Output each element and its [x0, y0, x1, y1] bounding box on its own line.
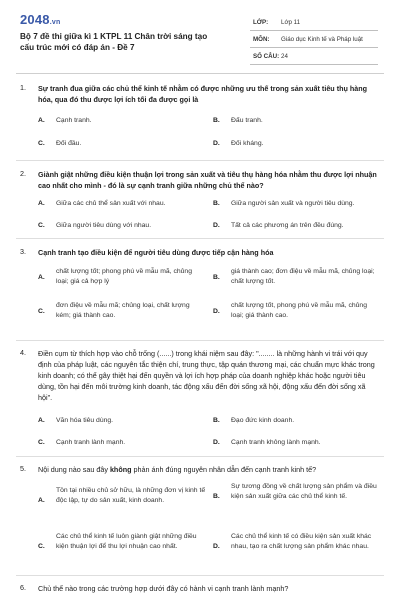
meta-row-subject	[250, 31, 378, 48]
meta-row-grade	[250, 14, 378, 31]
meta-key: SỐ CÂU:	[253, 53, 280, 60]
question-divider	[16, 575, 384, 576]
meta-key: MÔN:	[253, 36, 270, 43]
question-text: Chủ thể nào trong các trường hợp dưới đây có hành vi cạnh tranh lành mạnh?	[38, 584, 289, 593]
emphasis-not: không	[109, 465, 132, 474]
question-text: Nội dung nào sau đây không phản ánh đúng nguyên nhân dẫn đến cạnh tranh kinh tế?	[38, 465, 317, 474]
question-number: 2.	[20, 169, 26, 178]
meta-key: LỚP:	[253, 19, 269, 26]
document-title: Bộ 7 đề thi giữa kì 1 KTPL 11 Chân trời sáng tạo cấu trúc mới có đáp án - Đề 7	[20, 32, 208, 52]
question-number: 6.	[20, 583, 26, 592]
document-header	[0, 0, 400, 68]
question-1: 1. Sự tranh đua giữa các chủ thể kinh tế nhằm có được những ưu thế trong sản xuất tiêu thụ hàng hóa, qua đó thu được lợi ích tối đa được gọi là A. Cạnh tranh. B. Đấu tranh. C. Đối đầu. D. Đối kháng.	[20, 83, 380, 158]
question-text: Sự tranh đua giữa các chủ thể kinh tế nhằm có được những ưu thế trong sản xuất tiêu thụ hàng hóa, qua đó thu được lợi ích tối đa được gọi là	[38, 84, 368, 104]
question-text: Giành giật những điều kiện thuận lợi trong sản xuất và tiêu thụ hàng hóa nhằm thu được lợi nhuận cao nhất cho mình - đó là sự cạnh tranh giữa những chủ thể nào?	[38, 170, 377, 190]
question-2: 2. Giành giật những điều kiện thuận lợi trong sản xuất và tiêu thụ hàng hóa nhằm thu được lợi nhuận cao nhất cho mình - đó là sự cạnh tranh giữa những chủ thể nào? A. Giữa các chủ thể sản xuất với nhau. B. Giữa người sản xuất và người tiêu dùng. C. Giữa người tiêu dùng với nhau. D. Tất cả các phương án trên đều đúng.	[20, 169, 377, 229]
question-divider	[16, 160, 384, 161]
meta-value: Lớp 11	[281, 19, 301, 26]
question-text: Điền cụm từ thích hợp vào chỗ trống (......) trong khái niệm sau đây: "........ là những hành vi trái với quy định của pháp luật, các nguyên tắc thiện chí, trung thực, tập quán thương mại, các chuẩn mực khác trong kinh doanh; có thể gây thiệt hại đến quyền và lợi ích hợp pháp của doanh nghiệp khác hoặc người tiêu dùng, tồn hại đến môi trường kinh doanh, tác động xấu đến đời sống xã hội, động xấu đến đời sống xã hội".	[38, 349, 375, 402]
question-number: 1.	[20, 83, 26, 92]
question-number: 3.	[20, 247, 26, 256]
question-5: 5. Nội dung nào sau đây không phản ánh đúng nguyên nhân dẫn đến cạnh tranh kinh tế? A. Tồn tại nhiều chủ sở hữu, là những đơn vị kinh tế độc lập, tự do sản xuất, kinh doanh. B. Sự tương đồng về chất lượng sản phẩm và điều kiện sản xuất giữa các chủ thể kinh tế. C. Các chủ thể kinh tế luôn giành giật những điều kiện thuận lợi để thu lợi nhuận cao nhất. D. Các chủ thể kinh tế có điều kiện sản xuất khác nhau, tạo ra chất lượng sản phẩm khác nhau.	[20, 464, 377, 550]
question-4: 4. Điền cụm từ thích hợp vào chỗ trống (......) trong khái niệm sau đây: "........ là những hành vi trái với quy định của pháp luật, các nguyên tắc thiện chí, trung thực, tập quán thương mại, các chuẩn mực khác trong kinh doanh; có thể gây thiệt hại đến quyền và lợi ích hợp pháp của doanh nghiệp khác hoặc người tiêu dùng, tồn hại đến môi trường kinh doanh, tác động xấu đến đời sống xã hội, động xấu đến đời sống xã hội". A. Văn hóa tiêu dùng. B. Đạo đức kinh doanh. C. Cạnh tranh lành mạnh. D. Cạnh tranh không lành mạnh.	[20, 348, 380, 450]
question-3: 3. Cạnh tranh tạo điều kiện để người tiêu dùng được tiếp cận hàng hóa A. chất lượng tốt; phong phú về mẫu mã, chủng loại; giá cả hợp lý B. giá thành cao; đơn điệu về mẫu mã, chủng loại; chất lượng tốt. C. đơn điệu về mẫu mã; chủng loại, chất lượng kém; giá thành cao. D. chất lượng tốt, phong phú về mẫu mã, chủng loại; giá thành cao.	[20, 247, 380, 337]
question-divider	[16, 340, 384, 341]
question-text: Cạnh tranh tạo điều kiện để người tiêu dùng được tiếp cận hàng hóa	[38, 248, 274, 257]
site-logo[interactable]: 2048.vn	[20, 12, 61, 27]
question-divider	[16, 238, 384, 239]
meta-value: 24	[281, 53, 288, 60]
question-number: 5.	[20, 464, 26, 473]
meta-table	[250, 14, 378, 65]
question-number: 4.	[20, 348, 26, 357]
question-6	[20, 583, 380, 597]
meta-value: Giáo dục Kinh tế và Pháp luật	[281, 36, 363, 43]
header-divider	[16, 73, 384, 74]
question-divider	[16, 456, 384, 457]
meta-row-count	[250, 48, 378, 65]
